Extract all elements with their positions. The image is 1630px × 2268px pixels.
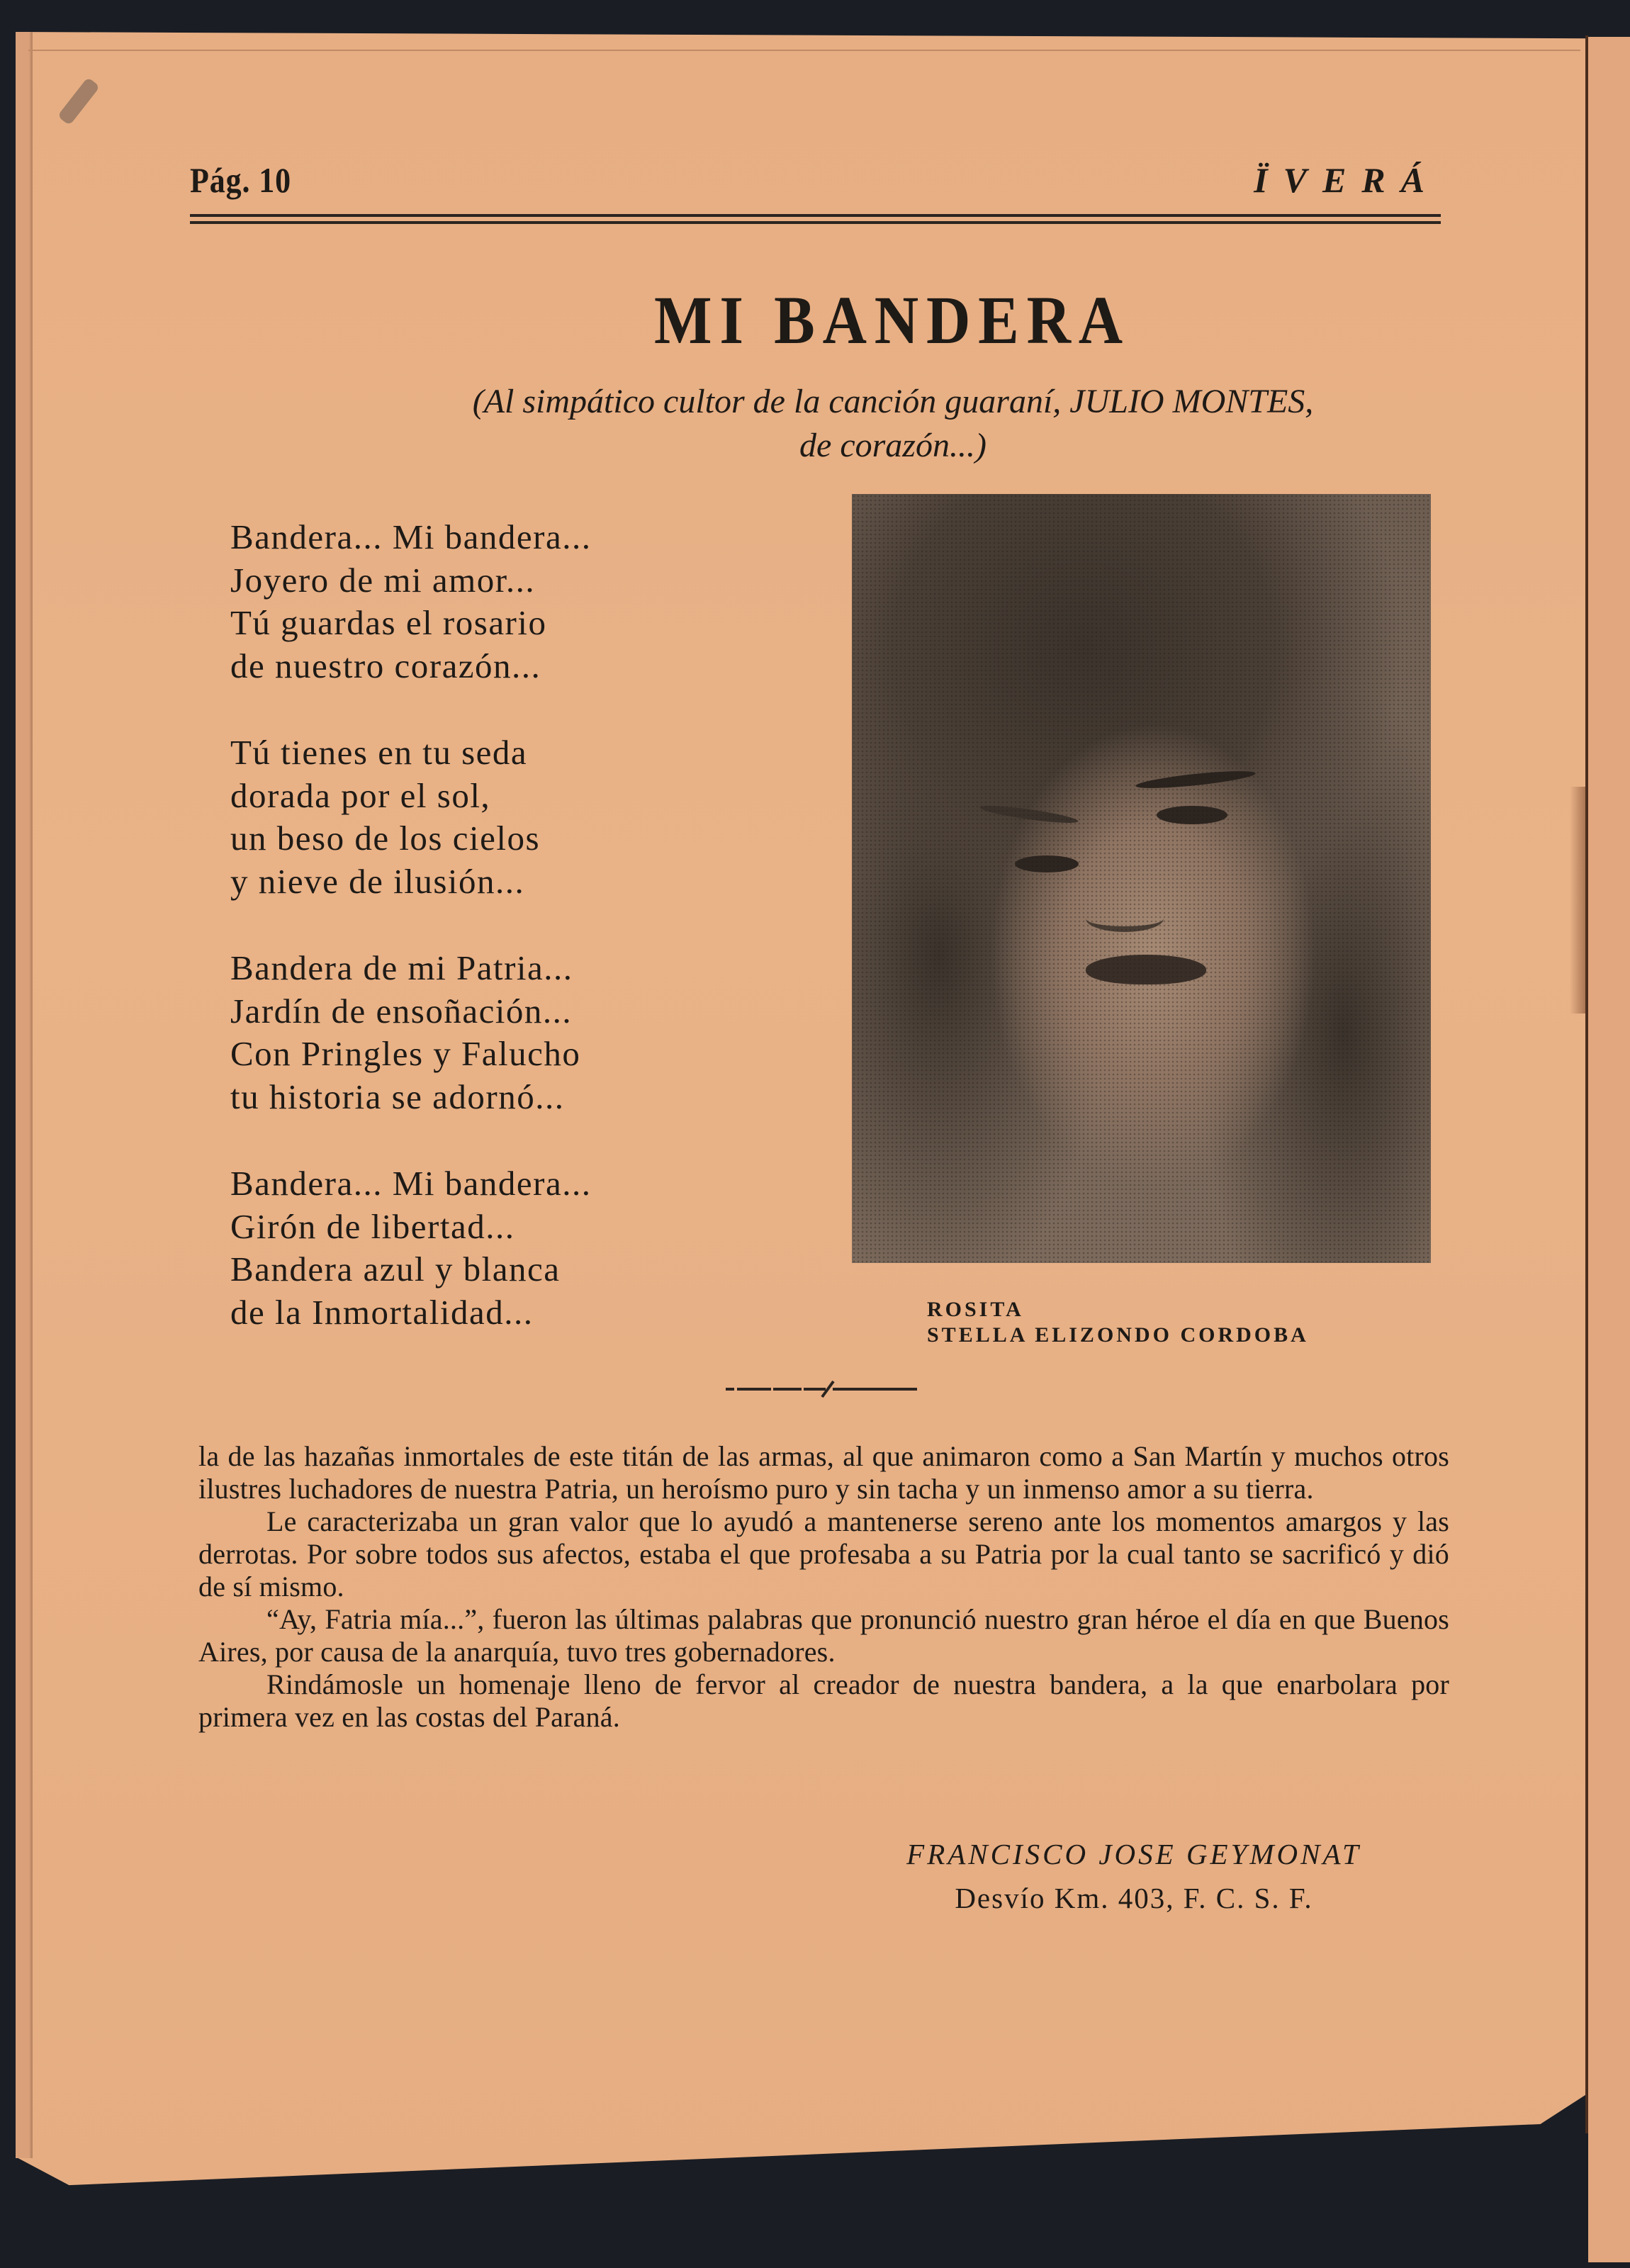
poem-line: Tú tienes en tu seda: [230, 733, 528, 772]
photo-detail: [1135, 768, 1257, 792]
poem-line: Girón de libertad...: [230, 1206, 515, 1246]
magazine-title: ÏVERÁ: [1254, 160, 1440, 200]
poem-line: Bandera... Mi bandera...: [230, 1164, 592, 1203]
poem-line: dorada por el sol,: [230, 775, 491, 815]
photo-detail: [1086, 955, 1206, 984]
poem-line: Jardín de ensoñación...: [230, 991, 573, 1031]
poem-line: y nieve de ilusión...: [230, 861, 525, 901]
poem-line: Bandera... Mi bandera...: [230, 517, 592, 556]
photo-detail: [1157, 806, 1227, 824]
page-stack-edge: [16, 32, 33, 2158]
poem-stanza: [230, 516, 592, 687]
poem-line: Joyero de mi amor...: [230, 560, 536, 600]
poem-line: Tú guardas el rosario: [230, 603, 547, 642]
poem: [230, 516, 592, 1378]
photo-detail: [1086, 905, 1164, 932]
photo-detail: [979, 802, 1079, 826]
poem-line: tu historia se adornó...: [230, 1077, 565, 1116]
paragraph: “Ay, Fatria mía...”, fueron las últimas palabras que pronunció nuestro gran héroe el día en que Buenos Aires, por causa de la anarquía, tuvo tres gobernadores.: [198, 1603, 1449, 1668]
author-signature: FRANCISCO JOSE GEYMONAT: [906, 1838, 1361, 1870]
poem-line: Bandera de mi Patria...: [230, 948, 573, 987]
article-title: MI BANDERA: [653, 282, 1130, 358]
paragraph: Le caracterizaba un gran valor que lo ayudó a mantenerse sereno ante los momentos amargos y las derrotas. Por sobre todos sus afectos, estaba el que profesaba a su Patria por la cual tanto se sacrificó y dió de sí mismo.: [198, 1505, 1449, 1602]
poem-line: Bandera azul y blanca: [230, 1250, 561, 1289]
poem-line: Con Pringles y Falucho: [230, 1034, 581, 1073]
dedication: [333, 380, 1453, 468]
gutter-stain: [1570, 787, 1587, 1014]
poem-stanza: [230, 1162, 592, 1334]
poem-stanza: [230, 947, 592, 1118]
caption-line: ROSITA: [927, 1298, 1024, 1321]
paragraph: la de las hazañas inmortales de este titán de las armas, al que animaron como a San Martín y muchos otros ilustres luchadores de nuestra Patria, un heroísmo puro y sin tacha y un inmenso amor a su tierra.: [198, 1440, 1449, 1505]
page-number: Pág. 10: [190, 160, 292, 200]
portrait-photo: [852, 494, 1431, 1263]
caption-line: STELLA ELIZONDO CORDOBA: [927, 1323, 1309, 1347]
dedication-line: de corazón...): [799, 427, 987, 464]
photo-detail: [1015, 855, 1079, 872]
author-address: Desvío Km. 403, F. C. S. F.: [955, 1882, 1313, 1914]
poem-stanza: [230, 731, 592, 903]
poem-line: de nuestro corazón...: [230, 646, 541, 685]
poem-line: de la Inmortalidad...: [230, 1292, 534, 1332]
paragraph: Rindámosle un homenaje lleno de fervor al creador de nuestra bandera, a la que enarbolara por primera vez en las costas del Paraná.: [198, 1668, 1449, 1733]
facing-page-edge: [1588, 37, 1630, 2262]
section-separator: [723, 1379, 921, 1400]
photo-caption: [927, 1297, 1309, 1348]
article-body: [198, 1440, 1449, 1734]
page-border-line: [28, 50, 1580, 51]
poem-line: un beso de los cielos: [230, 819, 541, 858]
dedication-line: (Al simpático cultor de la canción guaraní, JULIO MONTES,: [472, 383, 1314, 420]
header-double-rule: [190, 214, 1441, 224]
